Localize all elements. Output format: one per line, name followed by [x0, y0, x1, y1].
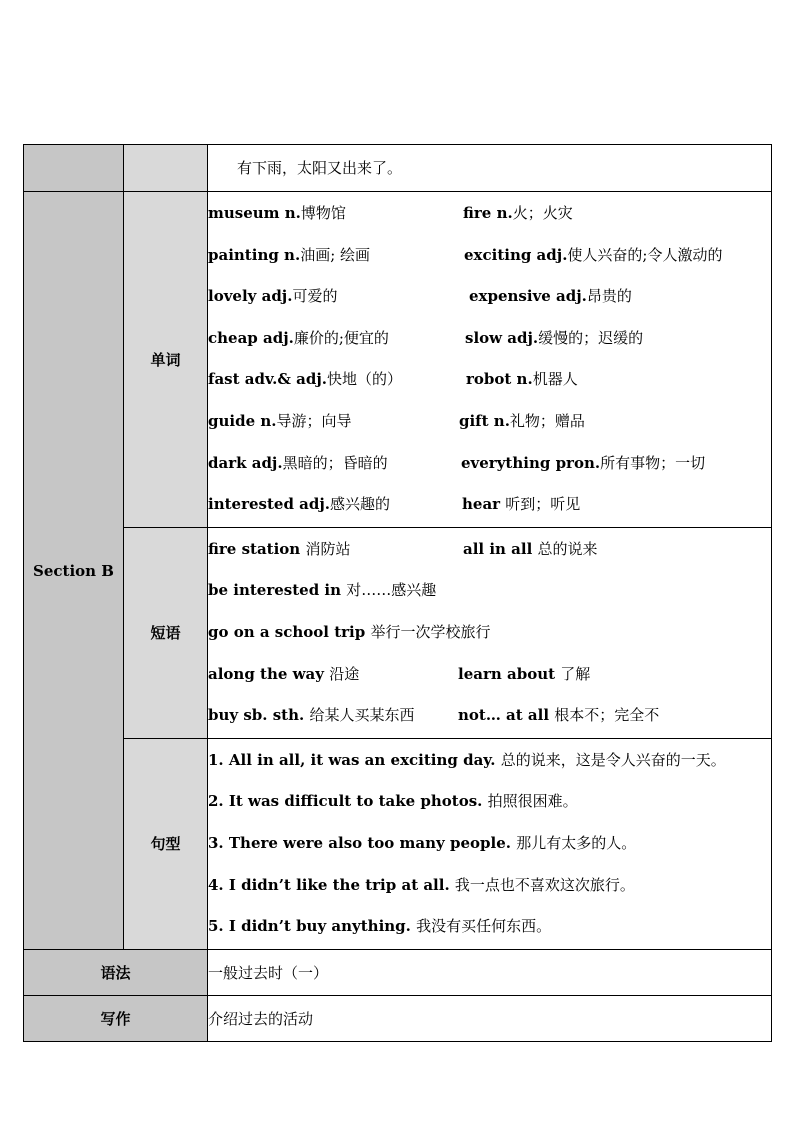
chinese-meaning: 廉价的;便宜的 [293, 328, 389, 347]
phrases-cell [208, 527, 772, 738]
chinese-meaning: 沿途 [329, 664, 360, 683]
word-entry [208, 235, 370, 277]
word-entry [466, 359, 578, 401]
sentence-chinese: 我没有买任何东西。 [416, 917, 552, 936]
table-row [24, 145, 772, 192]
empty-cell [24, 145, 124, 192]
english-term: be interested in [208, 581, 347, 600]
phrase-entry [208, 529, 350, 571]
list-item [208, 484, 771, 526]
table-row [24, 192, 772, 528]
chinese-meaning: 使人兴奋的;令人激动的 [567, 245, 723, 264]
chinese-meaning: 举行一次学校旅行 [370, 622, 491, 641]
chinese-meaning: 消防站 [305, 539, 351, 558]
chinese-meaning: 黑暗的；昏暗的 [282, 453, 388, 472]
word-entry [208, 193, 346, 235]
word-entry [208, 359, 402, 401]
word-entry [459, 401, 585, 443]
phrase-entry [463, 529, 598, 571]
writing-label-cell [24, 995, 208, 1041]
sentence-english: 5. I didn’t buy anything. [208, 917, 417, 936]
sentences-list [208, 740, 771, 948]
grammar-text: 一般过去时（一） [208, 963, 329, 982]
english-term: fire n. [463, 204, 513, 222]
word-entry [208, 276, 337, 318]
word-entry [208, 401, 352, 443]
vocabulary-table [23, 144, 772, 1042]
chinese-meaning: 快地（的） [327, 370, 403, 389]
english-term: go on a school trip [208, 622, 371, 641]
list-item [208, 193, 771, 235]
chinese-meaning: 对……感兴趣 [346, 581, 437, 600]
chinese-meaning: 缓慢的；迟缓的 [538, 328, 644, 347]
chinese-meaning: 油画; 绘画 [300, 245, 371, 264]
list-item [208, 443, 771, 485]
chinese-meaning: 了解 [560, 664, 591, 683]
chinese-meaning: 给某人买某东西 [309, 706, 415, 725]
word-entry [462, 484, 580, 526]
list-item [208, 612, 771, 654]
list-item [208, 695, 771, 737]
chinese-meaning: 听到；听见 [505, 495, 581, 514]
chinese-meaning: 礼物；赠品 [509, 411, 585, 430]
continued-text-cell [208, 145, 772, 192]
category-label-words: 单词 [150, 350, 181, 369]
english-term: guide n. [208, 411, 277, 430]
english-term: everything pron. [461, 453, 601, 472]
phrase-entry [458, 654, 590, 696]
empty-cell [124, 145, 208, 192]
chinese-meaning: 根本不；完全不 [554, 706, 660, 725]
sentences-cell [208, 738, 772, 949]
phrase-entry [458, 695, 659, 737]
english-term: dark adj. [208, 453, 283, 472]
continued-text: 有下雨，太阳又出来了。 [237, 159, 403, 177]
list-item [208, 740, 771, 782]
grammar-label: 语法 [100, 963, 131, 982]
category-cell-words [124, 192, 208, 528]
english-term: museum n. [208, 204, 301, 222]
english-term: lovely adj. [208, 287, 293, 306]
english-term: not… at all [458, 706, 555, 725]
chinese-meaning: 可爱的 [292, 287, 338, 306]
english-term: cheap adj. [208, 328, 294, 347]
list-item [208, 654, 771, 696]
table-row [24, 738, 772, 949]
list-item [208, 823, 771, 865]
word-entry [208, 318, 389, 360]
english-term: slow adj. [465, 328, 539, 347]
table-row [24, 949, 772, 995]
list-item [208, 359, 771, 401]
writing-label: 写作 [100, 1009, 131, 1028]
word-entry [208, 443, 388, 485]
english-term: painting n. [208, 245, 301, 264]
category-cell-phrases [124, 527, 208, 738]
sentence-chinese: 总的说来，这是令人兴奋的一天。 [500, 750, 726, 769]
sentence-english: 3. There were also too many people. [208, 833, 517, 852]
table-row [24, 527, 772, 738]
english-term: exciting adj. [464, 245, 568, 264]
section-label: Section B [33, 561, 114, 580]
category-cell-sentences [124, 738, 208, 949]
list-item [208, 235, 771, 277]
phrases-list [208, 529, 771, 737]
word-entry [461, 443, 705, 485]
english-term: hear [462, 495, 506, 514]
list-item [208, 865, 771, 907]
sentence-english: 1. All in all, it was an exciting day. [208, 750, 501, 769]
category-label-phrases: 短语 [150, 624, 181, 643]
chinese-meaning: 博物馆 [300, 204, 346, 222]
category-label-sentences: 句型 [150, 835, 181, 854]
sentence-english: 2. It was difficult to take photos. [208, 792, 488, 811]
word-entry [464, 235, 722, 277]
section-label-cell [24, 192, 124, 950]
chinese-meaning: 总的说来 [537, 539, 598, 558]
english-term: learn about [458, 664, 561, 683]
words-list [208, 193, 771, 526]
english-term: all in all [463, 539, 538, 558]
list-item [208, 781, 771, 823]
english-term: buy sb. sth. [208, 706, 310, 725]
grammar-label-cell [24, 949, 208, 995]
table-row [24, 995, 772, 1041]
list-item [208, 529, 771, 571]
english-term: gift n. [459, 411, 510, 430]
words-cell [208, 192, 772, 528]
grammar-cell [208, 949, 772, 995]
chinese-meaning: 昂贵的 [586, 287, 632, 306]
phrase-entry [208, 612, 490, 654]
english-term: interested adj. [208, 495, 331, 514]
writing-cell [208, 995, 772, 1041]
word-entry [469, 276, 632, 318]
english-term: fast adv.& adj. [208, 370, 328, 389]
word-entry [463, 193, 573, 235]
sentence-english: 4. I didn’t like the trip at all. [208, 875, 455, 894]
word-entry [208, 484, 390, 526]
chinese-meaning: 机器人 [532, 370, 578, 389]
list-item [208, 276, 771, 318]
writing-text: 介绍过去的活动 [208, 1009, 314, 1028]
list-item [208, 401, 771, 443]
english-term: fire station [208, 539, 306, 558]
word-entry [465, 318, 643, 360]
chinese-meaning: 所有事物；一切 [600, 453, 706, 472]
chinese-meaning: 感兴趣的 [330, 495, 391, 514]
phrase-entry [208, 570, 436, 612]
sentence-chinese: 我一点也不喜欢这次旅行。 [454, 875, 635, 894]
english-term: expensive adj. [469, 287, 587, 306]
english-term: robot n. [466, 370, 533, 389]
chinese-meaning: 导游；向导 [276, 411, 352, 430]
chinese-meaning: 火；火灾 [512, 204, 573, 222]
phrase-entry [208, 695, 414, 737]
sentence-chinese: 拍照很困难。 [487, 792, 578, 811]
phrase-entry [208, 654, 359, 696]
sentence-chinese: 那儿有太多的人。 [516, 833, 637, 852]
list-item [208, 570, 771, 612]
list-item [208, 318, 771, 360]
english-term: along the way [208, 664, 330, 683]
list-item [208, 906, 771, 948]
